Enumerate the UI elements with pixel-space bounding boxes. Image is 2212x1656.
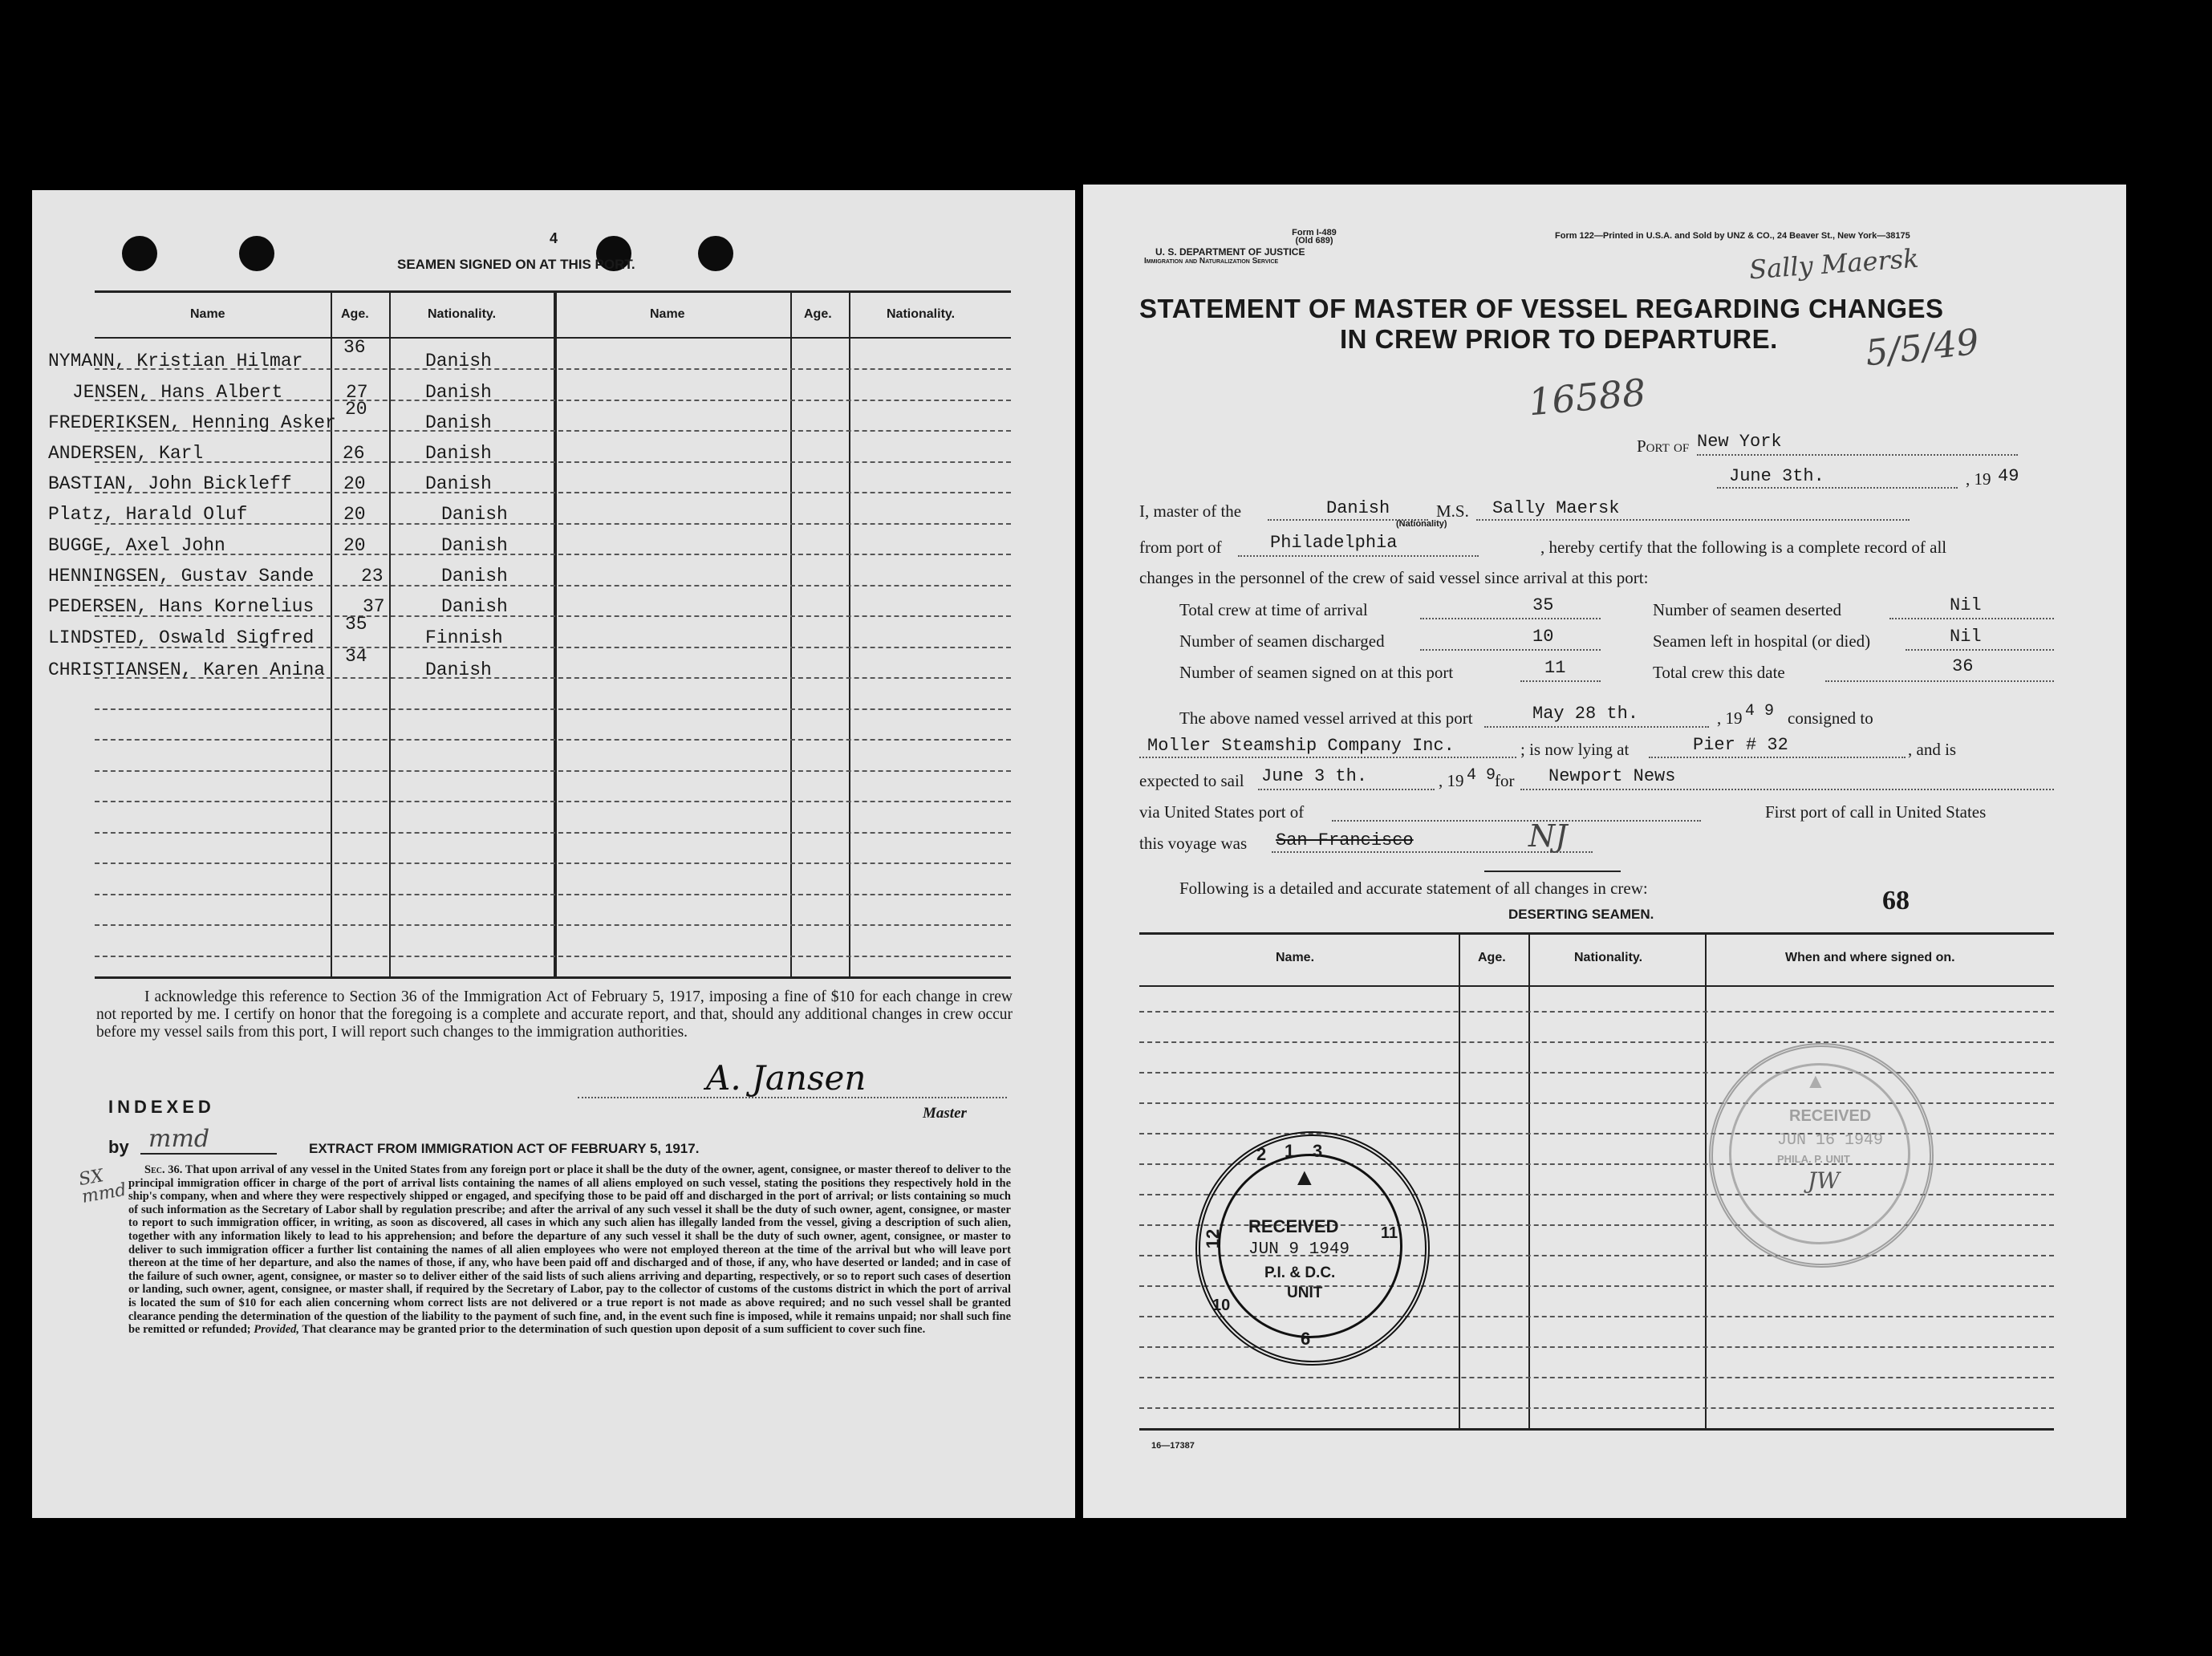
first-port-label: First port of call in United States [1765, 802, 1987, 822]
page-number: 4 [550, 230, 558, 246]
deserting-title: DESERTING SEAMEN. [1508, 907, 1654, 922]
ruled-line [95, 862, 1011, 864]
sail-year: 4 9 [1467, 766, 1496, 785]
deserted-label: Number of seamen deserted [1653, 600, 1841, 619]
crew-age: 27 [346, 382, 368, 403]
arrived-value: May 28 th. [1532, 704, 1639, 724]
crew-age: 34 [345, 646, 367, 667]
stamp1-clock-3: 3 [1313, 1141, 1323, 1161]
crew-age: 36 [343, 337, 366, 358]
year-prefix: , 19 [1966, 469, 1991, 489]
printer-note: Form 122—Printed in U.S.A. and Sold by UNZ & CO., 24 Beaver St., New York—38175 [1555, 231, 1910, 241]
section-title: SEAMEN SIGNED ON AT THIS PORT. [397, 257, 635, 272]
crew-age: 23 [361, 566, 384, 586]
ruled-line [95, 801, 1011, 802]
stamp2-line3: PHILA. P. UNIT [1777, 1153, 1850, 1165]
header-name-2: Name [650, 307, 685, 321]
punch-hole [122, 236, 157, 271]
destination: Newport News [1548, 766, 1676, 786]
stamp1-date: JUN 9 1949 [1248, 1240, 1350, 1259]
nationality-caption: (Nationality) [1396, 519, 1447, 529]
stamp1-clock-1: 1 [1285, 1141, 1295, 1161]
service: Immigration and Naturalization Service [1144, 257, 1279, 266]
punch-hole [239, 236, 274, 271]
page-number-right: 68 [1882, 886, 1910, 915]
form-header [1234, 229, 1394, 245]
total-arrival-label: Total crew at time of arrival [1179, 600, 1368, 619]
changes-text: changes in the personnel of the crew of said vessel since arrival at this port: [1139, 568, 1649, 587]
deserted: Nil [1950, 595, 1982, 615]
voyage-label: this voyage was [1139, 834, 1248, 853]
extract-text [128, 1163, 1011, 1337]
master-of-label: I, master of the [1139, 501, 1242, 521]
ruled-line [1139, 1072, 2054, 1074]
ruled-line [95, 832, 1011, 834]
crew-age: 20 [343, 473, 366, 494]
arrived-year-prefix: , 19 [1717, 708, 1743, 728]
nationality-value: Danish [1326, 498, 1390, 518]
port-value: New York [1697, 432, 1782, 452]
crew-name: JENSEN, Hans Albert [72, 382, 283, 403]
footer-code: 16—17387 [1151, 1441, 1195, 1451]
crew-name: PEDERSEN, Hans Kornelius [48, 596, 315, 617]
date-value: June 3th. [1729, 466, 1824, 486]
crew-nationality: Danish [441, 504, 508, 525]
total-date: 36 [1952, 656, 1974, 676]
initials-mark: NJ [1528, 818, 1568, 854]
by-initials: mmd [148, 1125, 210, 1153]
ruled-line [95, 956, 1011, 957]
certify-text: , hereby certify that the following is a complete record of all [1540, 538, 1947, 557]
crew-name: NYMANN, Kristian Hilmar [48, 351, 303, 371]
extract-proviso: Provided, [254, 1323, 300, 1337]
ruled-line [95, 924, 1011, 926]
punch-hole [698, 236, 733, 271]
crew-nationality: Danish [425, 412, 492, 433]
header-age: Age. [341, 307, 369, 321]
extract-end: That clearance may be granted prior to the determination of such question upon deposit of a sum sufficient to cover such fine. [302, 1323, 926, 1337]
crew-name: BUGGE, Axel John [48, 535, 225, 556]
form-title-line2: IN CREW PRIOR TO DEPARTURE. [1340, 324, 1778, 354]
master-signature: A. Jansen [706, 1058, 867, 1098]
stamp2-text: RECEIVED [1789, 1107, 1872, 1125]
arrived-label: The above named vessel arrived at this port [1179, 708, 1473, 728]
handwritten-date: 5/5/49 [1863, 321, 1981, 375]
stamp1-line4: UNIT [1287, 1285, 1323, 1301]
form-old: (Old 689) [1295, 236, 1333, 246]
master-label: Master [923, 1105, 967, 1122]
stamp1-text: RECEIVED [1248, 1216, 1339, 1236]
department: U. S. DEPARTMENT OF JUSTICE [1155, 246, 1305, 258]
consignee: Moller Steamship Company Inc. [1147, 736, 1455, 756]
consigned-label: consigned to [1788, 708, 1873, 728]
crew-name: BASTIAN, John Bickleff [48, 473, 292, 494]
ruled-line [1139, 1377, 2054, 1378]
file-number: 16588 [1526, 370, 1648, 424]
handwritten-ship: Sally Maersk [1747, 242, 1920, 286]
stamp1-line3: P.I. & D.C. [1264, 1264, 1336, 1281]
from-port-label: from port of [1139, 538, 1222, 557]
crew-name: ANDERSEN, Karl [48, 443, 204, 464]
received-stamp-2 [1709, 1043, 1934, 1268]
deserting-header-age: Age. [1478, 951, 1506, 964]
stamp1-clock-11: 11 [1381, 1224, 1398, 1242]
extract-title: EXTRACT FROM IMMIGRATION ACT OF FEBRUARY 5, 1917. [309, 1141, 700, 1156]
crew-name: FREDERIKSEN, Henning Asker [48, 412, 336, 433]
left-page [32, 190, 1075, 1518]
stamp-arrow-icon: ▲ [1293, 1164, 1317, 1191]
ruled-line [1139, 1011, 2054, 1013]
crew-name: LINDSTED, Oswald Sigfred [48, 627, 315, 648]
ruled-line [95, 739, 1011, 741]
form-title-line1: STATEMENT OF MASTER OF VESSEL REGARDING CHANGES [1139, 294, 1944, 323]
crew-age: 37 [363, 596, 385, 617]
extract-lead: Sec. 36. [144, 1163, 183, 1176]
crew-age: 35 [345, 614, 367, 635]
ship-name: Sally Maersk [1492, 498, 1620, 518]
discharged-label: Number of seamen discharged [1179, 631, 1385, 651]
header-name: Name [190, 307, 225, 321]
crew-nationality: Danish [425, 351, 492, 371]
stamp2-date: JUN 16 1949 [1777, 1131, 1884, 1150]
indexed-label: INDEXED [108, 1097, 215, 1117]
crew-nationality: Danish [425, 473, 492, 494]
stamp1-clock-6: 6 [1301, 1329, 1311, 1349]
crew-nationality: Danish [441, 535, 508, 556]
sail-date: June 3 th. [1261, 766, 1368, 786]
lying-label: ; is now lying at [1520, 740, 1630, 759]
ship-prefix: M.S. [1436, 501, 1469, 521]
crew-name: Platz, Harald Oluf [48, 504, 248, 525]
stamp2-initial: JW [1808, 1167, 1841, 1194]
port-label: Port of [1637, 436, 1690, 456]
signed-on: 11 [1544, 658, 1566, 678]
from-port-value: Philadelphia [1270, 533, 1398, 553]
crew-nationality: Danish [425, 382, 492, 403]
deserting-header-nationality: Nationality. [1574, 951, 1643, 964]
received-stamp-1 [1195, 1131, 1430, 1366]
crew-age: 20 [343, 535, 366, 556]
ruled-line [95, 554, 1011, 555]
sail-year-prefix: , 19 [1439, 771, 1464, 790]
and-is: , and is [1908, 740, 1957, 759]
via-label: via United States port of [1139, 802, 1305, 822]
margin-note: SX mmd [77, 1166, 128, 1208]
stamp-arrow-icon: ▲ [1805, 1070, 1826, 1093]
crew-name: CHRISTIANSEN, Karen Anina [48, 660, 326, 680]
total-arrival: 35 [1532, 595, 1554, 615]
by-label: by [108, 1137, 129, 1157]
crew-nationality: Finnish [425, 627, 503, 648]
ruled-line [1139, 1407, 2054, 1409]
ruled-line [1139, 1041, 2054, 1043]
following-text: Following is a detailed and accurate statement of all changes in crew: [1179, 879, 1648, 898]
first-port-value: San Francisco [1276, 830, 1414, 850]
stamp1-clock-10: 10 [1212, 1297, 1231, 1314]
crew-nationality: Danish [425, 660, 492, 680]
arrived-year: 4 9 [1745, 702, 1775, 720]
hospital-label: Seamen left in hospital (or died) [1653, 631, 1871, 651]
header-nationality: Nationality. [428, 307, 497, 321]
total-date-label: Total crew this date [1653, 663, 1785, 682]
crew-name: HENNINGSEN, Gustav Sande [48, 566, 315, 586]
stamp1-clock-2: 2 [1256, 1144, 1267, 1164]
crew-age: 20 [343, 504, 366, 525]
ruled-line [95, 461, 1011, 463]
acknowledgement-text: I acknowledge this reference to Section 36 of the Immigration Act of February 5, 1917, imposing a fine of $10 for each change in crew not reported by me. I certify on honor that the foregoing is a complete and accurate report, and that, should any additional changes in crew occur before my vessel sails from this port, I will report such changes to the immigration authorities. [96, 988, 1013, 1041]
crew-age: 26 [343, 443, 365, 464]
ruled-line [95, 770, 1011, 772]
crew-nationality: Danish [425, 443, 492, 464]
crew-nationality: Danish [441, 566, 508, 586]
right-page [1083, 185, 2126, 1518]
expected-label: expected to sail [1139, 771, 1244, 790]
ruled-line [95, 708, 1011, 710]
hospital: Nil [1950, 627, 1982, 647]
header-age-2: Age. [804, 307, 832, 321]
crew-nationality: Danish [441, 596, 508, 617]
discharged: 10 [1532, 627, 1554, 647]
stamp1-clock-12: 12 [1203, 1228, 1224, 1249]
for-label: for [1495, 771, 1515, 790]
pier: Pier # 32 [1693, 735, 1788, 755]
ruled-line [95, 894, 1011, 895]
deserting-header-name: Name. [1276, 951, 1315, 964]
signed-on-label: Number of seamen signed on at this port [1179, 663, 1454, 682]
header-nationality-2: Nationality. [887, 307, 956, 321]
extract-body: That upon arrival of any vessel in the United States from any foreign port or place it shall be the duty of the owner, agent, consignee, or master thereof to deliver to the principal immigration officer in charge of the port of arrival lists containing the names of all aliens employed on such vessel, stating the positions they respectively hold in the ship's company, when and where they were respectively shipped or engaged, and specifying those to be paid off and discharged in the port of arrival; or lists containing so much of such information as the Secretary of Labor shall by regulation prescribe; and after the arrival of any such vessel it shall be the duty of such owner, agent, consignee, or master to report to such immigration officer, in writing, as soon as discovered, all cases in which any such alien has illegally landed from the vessel, giving a description of such alien, together with any information likely to lead to his apprehension; and before the departure of any such vessel it shall be the duty of such owner, agent, consignee, or master to deliver to such immigration officer a further list containing the names of all alien employees who were not employed thereon at the time of the arrival but who will leave port thereon at the time of her departure, and also the names of those, if any, who have been paid off and discharged and of those, if any, who have deserted or landed; and in case of the failure of such owner, agent, consignee, or master so to deliver either of the said lists of such aliens arriving and departing, respectively, or so to report such cases of desertion or landing, such owner, agent, consignee, or master shall, if required by the Secretary of Labor, pay to the collector of customs of the customs district in which the port of arrival is located the sum of $10 for each alien concerning whom correct lists are not delivered or a true report is not made as above required; and no such vessel shall be granted clearance pending the determination of the question of the liability to the payment of such fine, and, in the event such fine is imposed, while it remains unpaid; nor shall such fine be remitted or refunded; [128, 1163, 1011, 1337]
year-value: 49 [1998, 466, 2019, 486]
deserting-header-signed-on: When and where signed on. [1785, 951, 1955, 964]
form-number: Form I-489 [1292, 228, 1337, 237]
crew-age: 20 [345, 399, 367, 420]
